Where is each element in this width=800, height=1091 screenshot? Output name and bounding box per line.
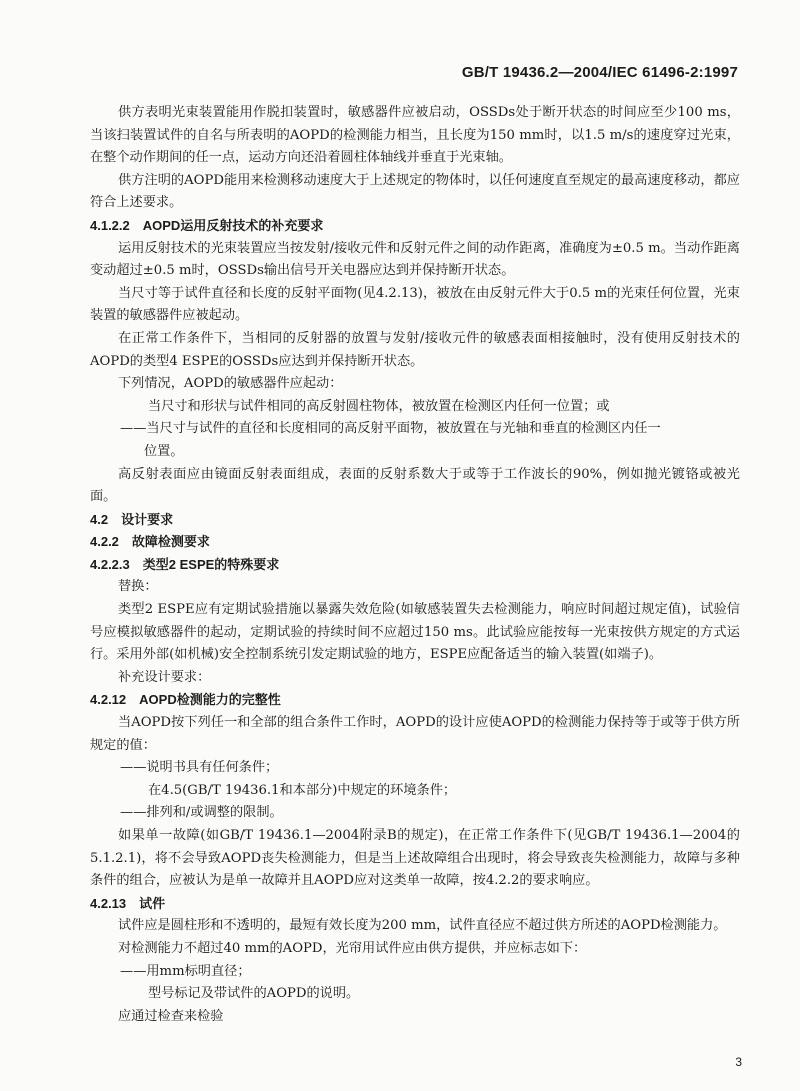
list-item: 型号标记及带试件的AOPD的说明。 (148, 986, 360, 1002)
section-heading: 4.1.2.2 AOPD运用反射技术的补充要求 (90, 217, 324, 233)
list-item: 在4.5(GB/T 19436.1和本部分)中规定的环境条件； (148, 782, 457, 798)
section-heading: 4.2.13 试件 (90, 895, 166, 911)
section-heading: 4.2.12 AOPD检测能力的完整性 (90, 692, 281, 708)
paragraph: 应通过检查来检验 (118, 1008, 224, 1024)
section-heading: 4.2.2 故障检测要求 (90, 534, 210, 550)
paragraph: 高反射表面应由镜面反射表面组成，表面的反射系数大于或等于工作波长的90%，例如抛光镀铬或被光面。 (90, 466, 740, 505)
paragraph: 类型2 ESPE应有定期试验措施以暴露失效危险(如敏感装置失去检测能力，响应时间超过规定值)，试验信号应模拟敏感器件的起动，定期试验的持续时间不应超过150 ms。此试验应能按每一光束按供方规定的方式运行。采用外部(如机械)安全控制系统引发定期试验的地方，ESPE应配备适当的输入装置(如端子)。 (90, 602, 740, 663)
list-item: ——用mm标明直径； (120, 963, 251, 979)
paragraph: 供方注明的AOPD能用来检测移动速度大于上述规定的物体时，以任何速度直至规定的最高速度移动，都应符合上述要求。 (90, 172, 740, 211)
paragraph: 替换： (118, 579, 158, 595)
paragraph: 运用反射技术的光束装置应当按发射/接收元件和反射元件之间的动作距离，准确度为±0.5 m。当动作距离变动超过±0.5 m时，OSSDs输出信号开关电器应达到并保持断开状态。 (90, 240, 740, 279)
paragraph: 下列情况，AOPD的敏感器件应起动： (118, 376, 343, 392)
section-heading: 4.2.2.3 类型2 ESPE的特殊要求 (90, 556, 280, 572)
paragraph: 在正常工作条件下，当相同的反射器的放置与发射/接收元件的敏感表面相接触时，没有使用反射技术的AOPD的类型4 ESPE的OSSDs应达到并保持断开状态。 (90, 330, 740, 369)
paragraph: 对检测能力不超过40 mm的AOPD，光帘用试件应由供方提供，并应标志如下： (118, 940, 587, 956)
list-item: ——排列和/或调整的限制。 (120, 805, 283, 821)
list-item-continuation: 位置。 (144, 443, 184, 459)
paragraph: 如果单一故障(如GB/T 19436.1—2004附录B的规定)，在正常工作条件下(见GB/T 19436.1—2004的5.1.2.1)，将不会导致AOPD丧失检测能力，但是当上述故障组合出现时，将会导致丧失检测能力，故障与多种条件的组合，应被认为是单一故障并且AOPD应对这类单一故障，按4.2.2的要求响应。 (90, 828, 740, 889)
paragraph: 当AOPD按下列任一和全部的组合条件工作时，AOPD的设计应使AOPD的检测能力保持等于或等于供方所规定的值： (90, 715, 740, 753)
page-number: 3 (735, 1055, 742, 1069)
document-body (90, 102, 740, 1028)
paragraph: 供方表明光束装置能用作脱扣装置时，敏感器件应被启动，OSSDs处于断开状态的时间应至少100 ms，当该扫装置试件的自名与所表明的AOPD的检测能力相当，且长度为150 mm时，以1.5 m/s的速度穿过光束，在整个动作期间的任一点，运动方向还沿着圆柱体轴线并垂直于光束轴。 (90, 105, 740, 166)
list-item: ——说明书具有任何条件； (120, 760, 279, 776)
list-item: 当尺寸和形状与试件相同的高反射圆柱物体，被放置在检测区内任何一位置；或 (148, 398, 610, 414)
section-heading: 4.2 设计要求 (90, 511, 174, 527)
paragraph: 补充设计要求： (118, 669, 211, 685)
list-item: ——当尺寸与试件的直径和长度相同的高反射平面物，被放置在与光轴和垂直的检测区内任一 (120, 421, 661, 437)
standard-header: GB/T 19436.2—2004/IEC 61496-2:1997 (461, 64, 738, 81)
paragraph: 试件应是圆柱形和不透明的，最短有效长度为200 mm，试件直径应不超过供方所述的AOPD检测能力。 (118, 918, 727, 934)
paragraph: 当尺寸等于试件直径和长度的反射平面物(见4.2.13)，被放在由反射元件大于0.5 m的光束任何位置，光束装置的敏感器件应被起动。 (90, 285, 740, 324)
